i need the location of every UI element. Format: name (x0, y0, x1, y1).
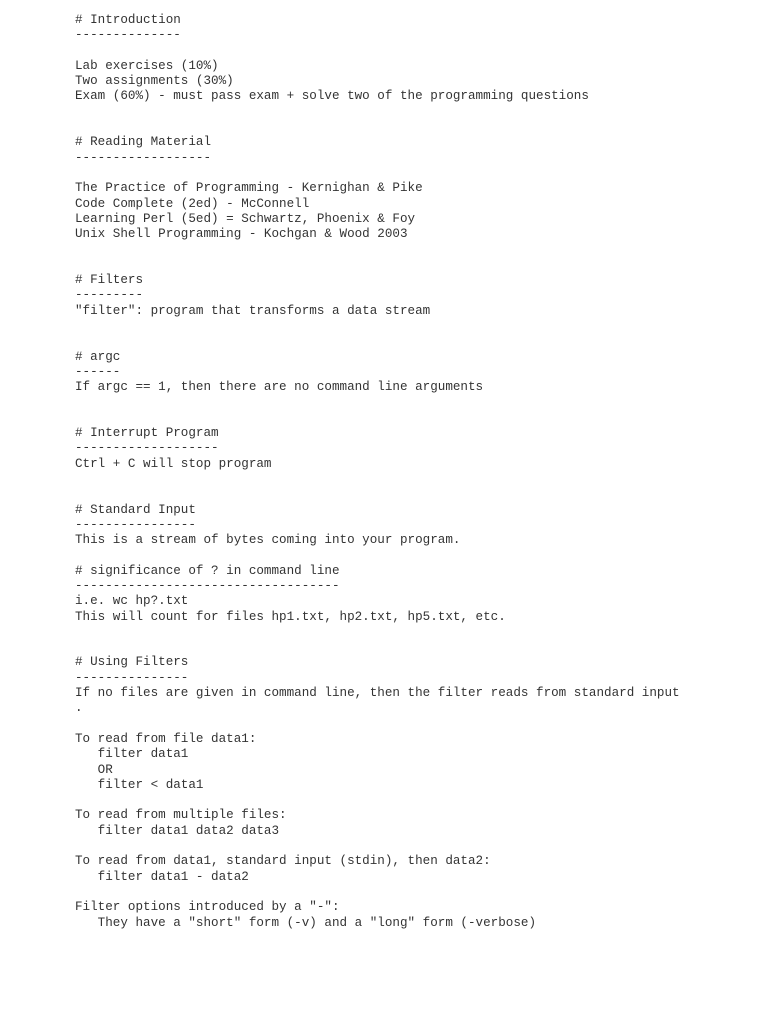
text-line: Filter options introduced by a "-": (75, 900, 340, 915)
text-line: To read from data1, standard input (stdin), then data2: (75, 854, 491, 869)
text-line: To read from multiple files: (75, 808, 287, 823)
blank-line (75, 793, 755, 808)
text-line: If argc == 1, then there are no command line arguments (75, 380, 484, 395)
blank-line (75, 885, 755, 900)
section-heading: # Reading Material (75, 135, 212, 150)
heading-underline: --------- (75, 288, 144, 303)
text-line: i.e. wc hp?.txt (75, 594, 189, 609)
notes-text (75, 13, 755, 931)
blank-line (75, 242, 755, 257)
text-line: Code Complete (2ed) - McConnell (75, 196, 310, 211)
text-line: This is a stream of bytes coming into your program. (75, 533, 461, 548)
blank-line (75, 258, 755, 273)
blank-line (75, 120, 755, 135)
document-page (75, 13, 755, 931)
blank-line (75, 640, 755, 655)
text-line: Exam (60%) - must pass exam + solve two of the programming questions (75, 89, 589, 104)
blank-line (75, 472, 755, 487)
blank-line (75, 548, 755, 563)
blank-line (75, 839, 755, 854)
blank-line (75, 319, 755, 334)
blank-line (75, 334, 755, 349)
text-line: Learning Perl (5ed) = Schwartz, Phoenix & Foy (75, 211, 416, 226)
blank-line (75, 395, 755, 410)
text-line: The Practice of Programming - Kernighan & Pike (75, 181, 423, 196)
text-line: filter data1 (75, 747, 189, 762)
heading-underline: ------ (75, 364, 121, 379)
text-line: To read from file data1: (75, 731, 257, 746)
text-line: If no files are given in command line, then the filter reads from standard input (75, 686, 680, 701)
text-line: filter < data1 (75, 777, 204, 792)
heading-underline: --------------- (75, 670, 189, 685)
heading-underline: ------------------- (75, 441, 219, 456)
text-line: Two assignments (30%) (75, 74, 234, 89)
blank-line (75, 717, 755, 732)
section-heading: # Filters (75, 273, 144, 288)
text-line: OR (75, 762, 113, 777)
text-line: "filter": program that transforms a data stream (75, 303, 431, 318)
heading-underline: ---------------- (75, 517, 196, 532)
text-line: Ctrl + C will stop program (75, 456, 272, 471)
text-line: . (75, 701, 83, 716)
section-heading: # Introduction (75, 13, 181, 27)
blank-line (75, 625, 755, 640)
section-heading: # Interrupt Program (75, 426, 219, 441)
heading-underline: ------------------ (75, 150, 212, 165)
heading-underline: ----------------------------------- (75, 578, 340, 593)
text-line: Lab exercises (10%) (75, 58, 219, 73)
section-heading: # Standard Input (75, 502, 196, 517)
blank-line (75, 487, 755, 502)
heading-underline: -------------- (75, 28, 181, 43)
blank-line (75, 166, 755, 181)
section-heading: # argc (75, 349, 121, 364)
section-heading: # Using Filters (75, 655, 189, 670)
blank-line (75, 411, 755, 426)
text-line: This will count for files hp1.txt, hp2.txt, hp5.txt, etc. (75, 609, 506, 624)
blank-line (75, 105, 755, 120)
text-line: filter data1 data2 data3 (75, 823, 280, 838)
section-heading: # significance of ? in command line (75, 563, 340, 578)
text-line: filter data1 - data2 (75, 869, 249, 884)
text-line: Unix Shell Programming - Kochgan & Wood 2003 (75, 227, 408, 242)
blank-line (75, 44, 755, 59)
text-line: They have a "short" form (-v) and a "long" form (-verbose) (75, 915, 537, 930)
